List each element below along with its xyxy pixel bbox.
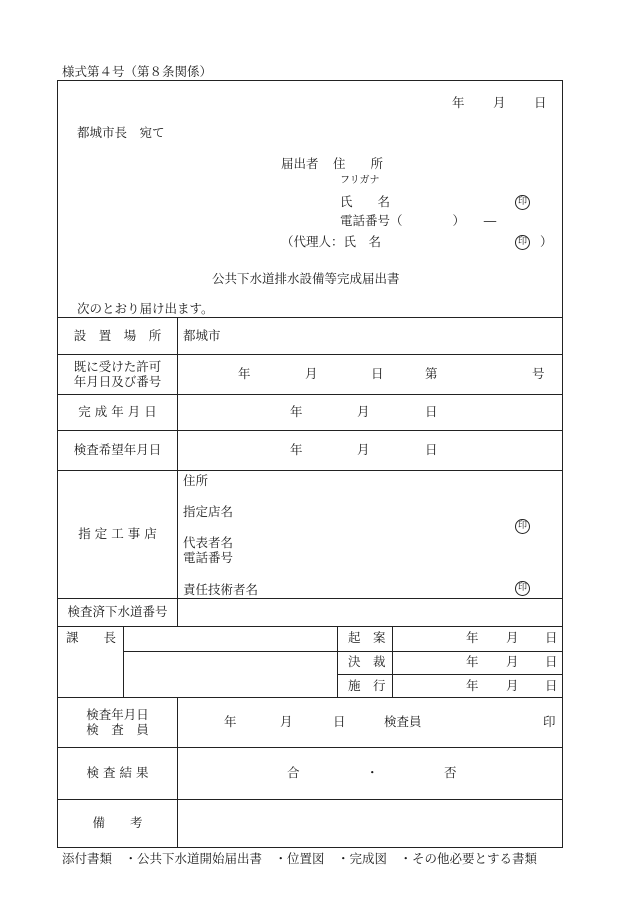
admin-approval-label: 決 裁: [348, 654, 386, 669]
applicant-phone-label: 電話番号（ ） ―: [340, 213, 497, 228]
admin-enforce-day: 日: [545, 678, 558, 693]
admin-enforce-year: 年: [466, 678, 479, 693]
inspection-request-year: 年: [290, 442, 303, 457]
attachments-note: 添付書類 ・公共下水道開始届出書 ・位置図 ・完成図 ・その他必要とする書類: [62, 851, 538, 866]
completion-label: 完 成 年 月 日: [78, 404, 157, 420]
completion-year: 年: [290, 404, 303, 419]
remarks-label: 備 考: [92, 815, 143, 831]
contractor-representative: 代表者名: [183, 535, 234, 550]
inspection-year: 年: [224, 714, 237, 729]
inspector-label: 検査員: [384, 714, 422, 729]
date-month: 月: [493, 95, 506, 110]
permit-label: [58, 355, 177, 394]
sewer-number-label: 検査済下水道番号: [67, 604, 168, 620]
applicant-address-label: 住 所: [333, 156, 384, 171]
inspection-request-label: 検査希望年月日: [73, 442, 162, 458]
inspection-request-day: 日: [425, 442, 438, 457]
admin-draft-day: 日: [545, 630, 558, 645]
contractor-address: 住所: [183, 473, 209, 488]
intro-text: 次のとおり届け出ます。: [77, 301, 214, 316]
result-label: 検 査 結 果: [86, 765, 149, 781]
inspection-request-month: 月: [357, 442, 370, 457]
result-pass: 合: [287, 765, 300, 780]
form-title: 公共下水道排水設備等完成届出書: [212, 271, 400, 286]
admin-draft-month: 月: [506, 630, 519, 645]
applicant-role: 届出者: [281, 156, 319, 171]
location-value: 都城市: [183, 328, 221, 343]
section-chief-label: 課 長: [66, 630, 117, 645]
agent-seal-icon: 印: [515, 235, 530, 250]
admin-approval-day: 日: [545, 654, 558, 669]
addressee: 都城市長 宛て: [77, 125, 165, 140]
inspection-day: 日: [333, 714, 346, 729]
inspection-label: [58, 698, 177, 747]
permit-go: 号: [532, 366, 545, 381]
permit-month: 月: [305, 366, 318, 381]
permit-dai: 第: [425, 366, 438, 381]
applicant-name-label: 氏 名: [340, 194, 391, 209]
permit-day: 日: [371, 366, 384, 381]
result-fail: 否: [444, 765, 457, 780]
permit-year: 年: [238, 366, 251, 381]
form-number-label: 様式第４号（第８条関係）: [62, 64, 213, 79]
result-dot: ・: [366, 765, 379, 780]
contractor-seal-icon: 印: [515, 519, 530, 534]
permit-label-line2: 年月日及び番号: [73, 373, 162, 389]
location-label: 設 置 場 所: [73, 327, 162, 343]
agent-close-paren: ）: [540, 234, 553, 249]
completion-month: 月: [357, 404, 370, 419]
date-day: 日: [534, 95, 547, 110]
admin-draft-label: 起 案: [348, 630, 386, 645]
applicant-seal-icon: 印: [515, 195, 530, 210]
inspection-label-line1: 検査年月日: [86, 707, 149, 723]
admin-approval-month: 月: [506, 654, 519, 669]
contractor-label: 指 定 工 事 店: [78, 526, 157, 542]
inspection-label-line2: 検 査 員: [86, 721, 149, 737]
agent-label: （代理人：氏 名: [281, 234, 382, 249]
contractor-phone: 電話番号: [183, 550, 234, 565]
inspection-month: 月: [280, 714, 293, 729]
admin-approval-year: 年: [466, 654, 479, 669]
admin-enforce-month: 月: [506, 678, 519, 693]
admin-draft-year: 年: [466, 630, 479, 645]
contractor-engineer: 責任技術者名: [183, 582, 259, 597]
inspector-seal: 印: [543, 714, 556, 729]
completion-day: 日: [425, 404, 438, 419]
permit-label-line1: 既に受けた許可: [73, 359, 162, 375]
contractor-store-name: 指定店名: [183, 504, 234, 519]
date-year: 年: [452, 95, 465, 110]
engineer-seal-icon: 印: [515, 581, 530, 596]
applicant-furigana-label: フリガナ: [340, 175, 380, 186]
admin-enforce-label: 施 行: [348, 678, 386, 693]
